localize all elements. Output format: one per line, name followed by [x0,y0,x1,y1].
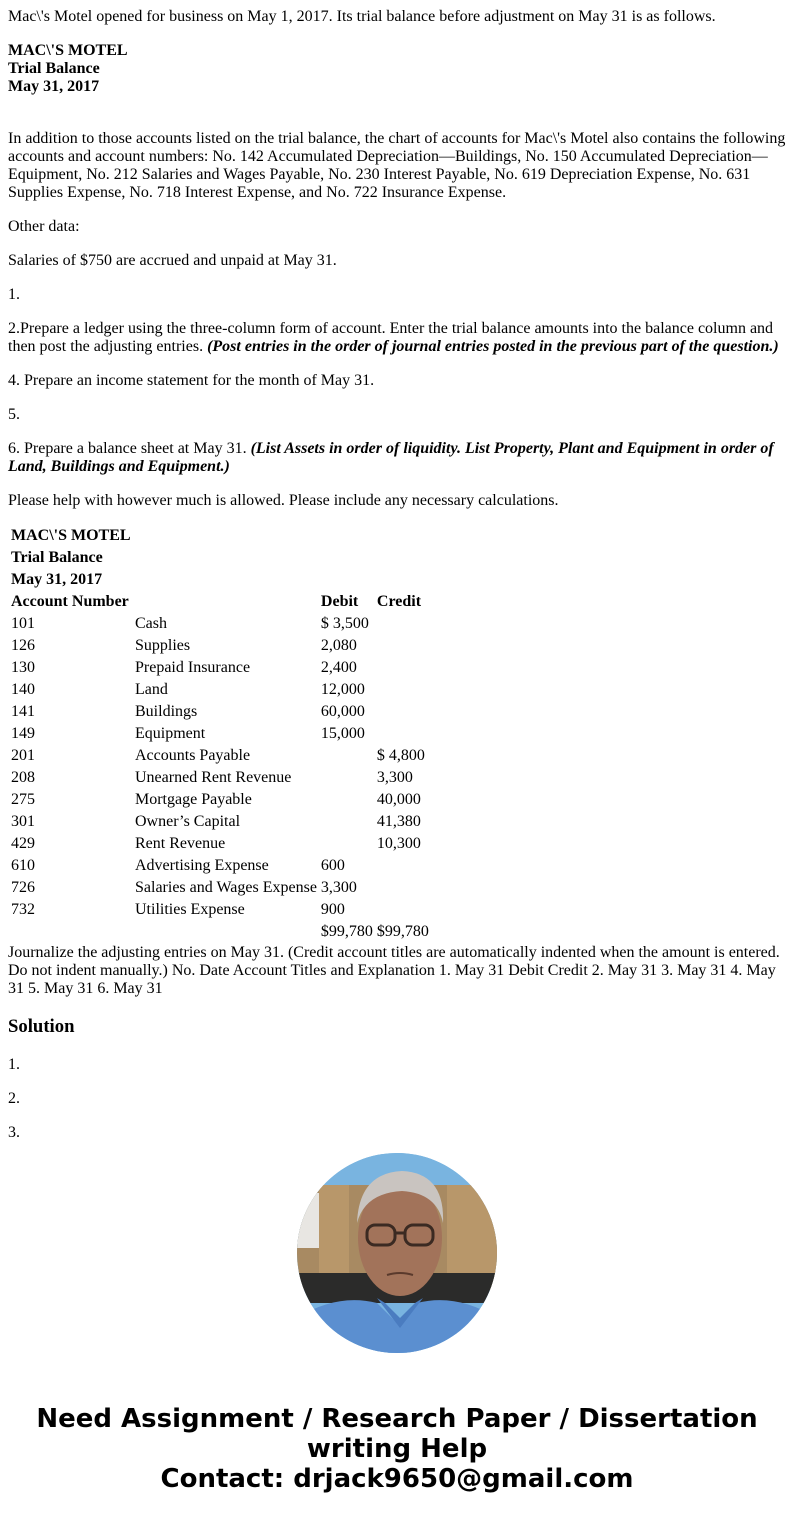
debit-amount: 15,000 [320,725,365,742]
question-2-text: 2.Prepare a ledger using the three-column form of account. Enter the trial balance amounts into the balance column and then post the adjusting entries. [8,320,774,355]
table-row [10,834,430,854]
promo-line-2: writing Help [306,1434,488,1464]
credit-amount: 3,300 [376,769,413,786]
header-debit: Debit [320,593,359,610]
account-number: 726 [11,879,35,896]
account-number: 101 [11,615,35,632]
debit-amount [320,768,374,788]
credit-amount [376,658,430,678]
table-header-row [10,592,430,612]
total-credit: $99,780 [376,923,429,940]
debit-amount: 3,300 [320,879,357,896]
account-name: Mortgage Payable [135,791,252,808]
question-6-note: (List Assets in order of liquidity. List Property, Plant and Equipment in order of Land, Buildings and Equipment.) [8,440,774,475]
table-row [10,878,430,898]
credit-amount [376,724,430,744]
header-credit: Credit [376,593,422,610]
credit-amount [376,636,430,656]
account-name: Salaries and Wages Expense [135,879,317,896]
table-row [10,614,430,634]
debit-amount: $ 3,500 [320,615,369,632]
debit-amount: 900 [320,901,345,918]
table-row [10,658,430,678]
account-name: Owner’s Capital [135,813,241,830]
question-4: 4. Prepare an income statement for the month of May 31. [8,372,375,389]
promo-contact: Contact: drjack9650@gmail.com [160,1464,634,1494]
credit-amount [376,702,430,722]
account-name: Rent Revenue [135,835,226,852]
report-date: May 31, 2017 [8,78,100,95]
account-number: 126 [11,637,35,654]
portrait-illustration [297,1153,497,1353]
account-name: Land [135,681,168,698]
table-row [10,856,430,876]
author-photo-icon [297,1153,497,1353]
debit-amount: 12,000 [320,681,365,698]
table-date: May 31, 2017 [11,571,103,588]
table-row [10,768,430,788]
table-row [10,790,430,810]
debit-amount: 2,080 [320,637,357,654]
debit-amount: 600 [320,857,345,874]
header-account-number: Account Number [11,593,129,610]
account-name: Buildings [135,703,198,720]
solution-heading: Solution [8,1016,75,1037]
account-number: 610 [11,857,35,874]
debit-amount: 60,000 [320,703,365,720]
debit-amount [320,834,374,854]
account-number: 275 [11,791,35,808]
account-name: Utilities Expense [135,901,245,918]
account-name: Advertising Expense [135,857,269,874]
credit-amount [376,614,430,634]
table-row [10,636,430,656]
table-title: Trial Balance [11,549,103,566]
question-1: 1. [8,286,20,303]
solution-item-1: 1. [8,1056,20,1073]
promo-line-1: Need Assignment / Research Paper / Dissertation [36,1404,758,1434]
table-row [10,724,430,744]
help-request: Please help with however much is allowed. Please include any necessary calculations. [8,492,559,509]
question-2 [8,320,786,356]
credit-amount [376,878,430,898]
promo-banner [0,1404,794,1494]
intro-paragraph: Mac\'s Motel opened for business on May 1, 2017. Its trial balance before adjustment on May 31 is as follows. [8,8,716,25]
account-number: 140 [11,681,35,698]
credit-amount [376,680,430,700]
table-row [10,900,430,920]
solution-item-2: 2. [8,1090,20,1107]
account-number: 149 [11,725,35,742]
total-debit: $99,780 [320,923,373,940]
table-row [10,680,430,700]
table-row [10,812,430,832]
question-6-text: 6. Prepare a balance sheet at May 31. [8,440,247,457]
account-number: 732 [11,901,35,918]
company-name: MAC\'S MOTEL [8,42,128,59]
table-company-name: MAC\'S MOTEL [11,527,131,544]
credit-amount [376,900,430,920]
account-name: Supplies [135,637,191,654]
table-row [10,746,430,766]
question-2-note: (Post entries in the order of journal entries posted in the previous part of the question.) [207,338,779,355]
debit-amount [320,790,374,810]
debit-amount: 2,400 [320,659,357,676]
credit-amount [376,856,430,876]
question-6 [8,440,786,476]
account-number: 130 [11,659,35,676]
question-5: 5. [8,406,20,423]
account-number: 208 [11,769,35,786]
other-data-label: Other data: [8,218,80,235]
account-number: 201 [11,747,35,764]
account-number: 141 [11,703,35,720]
account-name: Unearned Rent Revenue [135,769,292,786]
salaries-note: Salaries of $750 are accrued and unpaid at May 31. [8,252,337,269]
debit-amount [320,746,374,766]
chart-of-accounts-paragraph: In addition to those accounts listed on the trial balance, the chart of accounts for Mac\'s Motel also contains the following accounts and account numbers: No. 142 Accumulated Depreciation—Buildings, No. 150 Accumulated Depreciation—Equipment, No. 212 Salaries and Wages Payable, No. 230 Interest Payable, No. 619 Depreciation Expense, No. 631 Supplies Expense, No. 718 Interest Expense, and No. 722 Insurance Expense. [8,130,786,201]
credit-amount: 40,000 [376,791,421,808]
journalize-instructions: Journalize the adjusting entries on May 31. (Credit account titles are automatically indented when the amount is entered. Do not indent manually.) No. Date Account Titles and Explanation 1. May 31 Debit Credit 2. May 31 3. May 31 4. May 31 5. May 31 6. May 31 [8,944,780,997]
solution-item-3: 3. [8,1124,20,1141]
account-name: Equipment [135,725,206,742]
account-name: Prepaid Insurance [135,659,251,676]
credit-amount: $ 4,800 [376,747,425,764]
account-name: Accounts Payable [135,747,251,764]
table-row [10,702,430,722]
debit-amount [320,812,374,832]
totals-row [10,922,430,942]
report-title: Trial Balance [8,60,100,77]
account-number: 429 [11,835,35,852]
account-number: 301 [11,813,35,830]
account-name: Cash [135,615,167,632]
trial-balance-heading [8,42,786,96]
trial-balance-table [8,524,432,944]
credit-amount: 41,380 [376,813,421,830]
credit-amount: 10,300 [376,835,421,852]
